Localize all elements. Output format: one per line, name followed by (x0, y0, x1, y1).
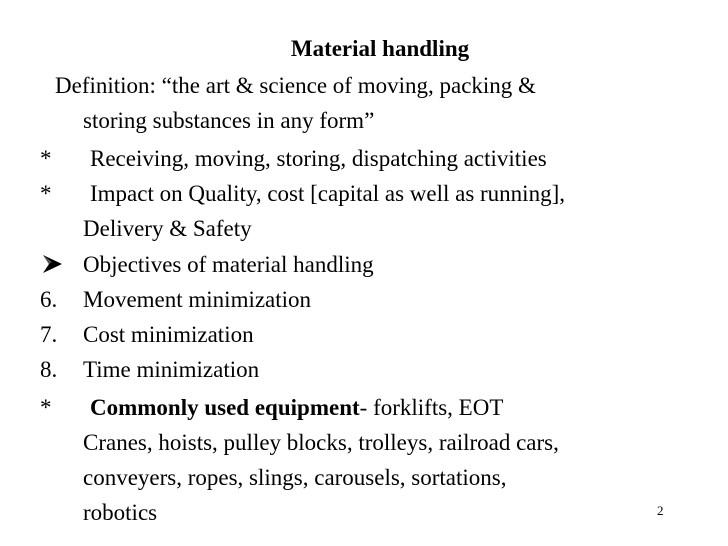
star-bullet: * (40, 181, 52, 206)
equipment-list-start: - forklifts, EOT (359, 395, 504, 420)
equipment-line-1 (90, 394, 503, 422)
item-impact-line-1: Impact on Quality, cost [capital as well as running], (90, 181, 565, 206)
list-item: Time minimization (83, 357, 260, 382)
list-number: 6. (40, 287, 58, 312)
objectives-heading: Objectives of material handling (83, 252, 374, 277)
star-bullet: * (40, 146, 52, 171)
equipment-heading: Commonly used equipment (90, 395, 360, 420)
item-impact-line-2: Delivery & Safety (83, 216, 252, 241)
arrow-bullet-icon (40, 251, 66, 277)
definition-line-1: Definition: “the art & science of moving, packing & (55, 73, 536, 98)
definition-line-2: storing substances in any form” (83, 108, 375, 133)
list-item: Cost minimization (83, 322, 254, 347)
equipment-line-2: Cranes, hoists, pulley blocks, trolleys, railroad cars, (83, 430, 559, 455)
list-item: Movement minimization (83, 287, 312, 312)
equipment-line-3: conveyers, ropes, slings, carousels, sortations, (83, 465, 507, 490)
list-number: 8. (40, 357, 58, 382)
slide-title: Material handling (290, 36, 470, 61)
item-receiving: Receiving, moving, storing, dispatching activities (90, 146, 547, 171)
list-number: 7. (40, 322, 58, 347)
equipment-line-4: robotics (83, 500, 158, 525)
star-bullet: * (40, 395, 52, 420)
page-number: 2 (657, 503, 664, 518)
